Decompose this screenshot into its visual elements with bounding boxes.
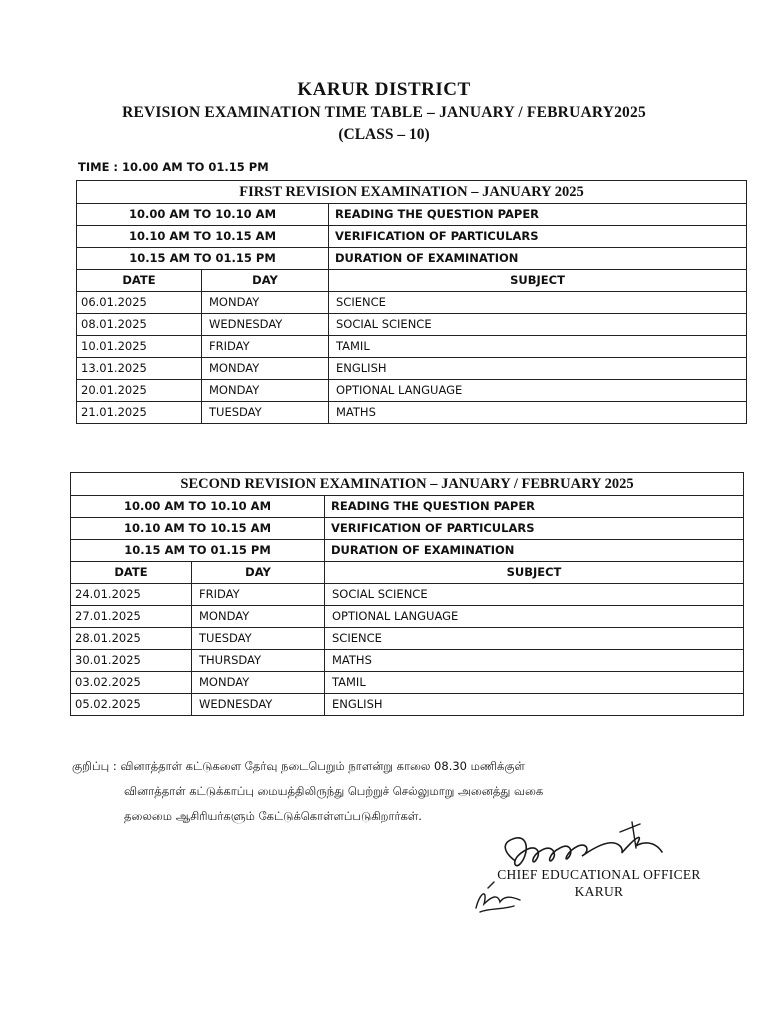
slot-description: VERIFICATION OF PARTICULARS [325, 518, 744, 540]
table-row [77, 402, 747, 424]
table-row [77, 380, 747, 402]
exam-date: 28.01.2025 [71, 628, 192, 650]
exam-subject: MATHS [329, 402, 747, 424]
district-title: KARUR DISTRICT [297, 79, 471, 100]
table-row [77, 314, 747, 336]
timetable-title: REVISION EXAMINATION TIME TABLE – JANUARY / FEBRUARY2025 [122, 104, 646, 121]
exam-subject: SOCIAL SCIENCE [329, 314, 747, 336]
exam-subject: ENGLISH [329, 358, 747, 380]
officer-place: KARUR [574, 884, 624, 899]
exam-date: 20.01.2025 [77, 380, 202, 402]
exam-subject: OPTIONAL LANGUAGE [325, 606, 744, 628]
slot-description: READING THE QUESTION PAPER [325, 496, 744, 518]
note-line: வினாத்தாள் கட்டுக்காப்பு மையத்திலிருந்து பெற்றுச் செல்லுமாறு அனைத்து வகை [124, 784, 544, 798]
exam-date: 13.01.2025 [77, 358, 202, 380]
subject-header: SUBJECT [325, 562, 744, 584]
slot-description: DURATION OF EXAMINATION [329, 248, 747, 270]
date-header: DATE [71, 562, 192, 584]
slot-time: 10.00 AM TO 10.10 AM [71, 496, 325, 518]
exam-date: 06.01.2025 [77, 292, 202, 314]
table-row [71, 694, 744, 716]
exam-day: MONDAY [192, 606, 325, 628]
slot-description: DURATION OF EXAMINATION [325, 540, 744, 562]
signatory-block [484, 866, 714, 900]
exam-day: MONDAY [202, 380, 329, 402]
table-row [77, 292, 747, 314]
table-row [71, 628, 744, 650]
exam-subject: TAMIL [325, 672, 744, 694]
day-header: DAY [202, 270, 329, 292]
second-revision-table [70, 472, 744, 716]
exam-time: TIME : 10.00 AM TO 01.15 PM [78, 160, 269, 174]
slot-time: 10.15 AM TO 01.15 PM [77, 248, 329, 270]
note-line: தலைமை ஆசிரியர்களும் கேட்டுக்கொள்ளப்படுகிறார்கள். [124, 809, 422, 823]
exam-subject: OPTIONAL LANGUAGE [329, 380, 747, 402]
exam-day: TUESDAY [202, 402, 329, 424]
exam-day: WEDNESDAY [202, 314, 329, 336]
document-header [0, 78, 768, 146]
table-row [71, 672, 744, 694]
class-label: (CLASS – 10) [338, 126, 430, 143]
date-header: DATE [77, 270, 202, 292]
exam-day: THURSDAY [192, 650, 325, 672]
officer-designation: CHIEF EDUCATIONAL OFFICER [497, 867, 701, 882]
first-revision-table [76, 180, 747, 424]
slot-description: READING THE QUESTION PAPER [329, 204, 747, 226]
subject-header: SUBJECT [329, 270, 747, 292]
table-row [71, 584, 744, 606]
exam-date: 27.01.2025 [71, 606, 192, 628]
exam-date: 10.01.2025 [77, 336, 202, 358]
exam-day: WEDNESDAY [192, 694, 325, 716]
exam-date: 05.02.2025 [71, 694, 192, 716]
slot-time: 10.00 AM TO 10.10 AM [77, 204, 329, 226]
exam-day: FRIDAY [192, 584, 325, 606]
exam-date: 03.02.2025 [71, 672, 192, 694]
slot-time: 10.15 AM TO 01.15 PM [71, 540, 325, 562]
exam-subject: TAMIL [329, 336, 747, 358]
exam-subject: SCIENCE [325, 628, 744, 650]
exam-subject: SCIENCE [329, 292, 747, 314]
exam-date: 08.01.2025 [77, 314, 202, 336]
exam-subject: SOCIAL SCIENCE [325, 584, 744, 606]
exam-day: TUESDAY [192, 628, 325, 650]
table-row [71, 606, 744, 628]
exam-day: MONDAY [202, 292, 329, 314]
exam-date: 21.01.2025 [77, 402, 202, 424]
slot-time: 10.10 AM TO 10.15 AM [71, 518, 325, 540]
table-row [71, 650, 744, 672]
table-row [77, 336, 747, 358]
exam-subject: MATHS [325, 650, 744, 672]
exam-day: MONDAY [202, 358, 329, 380]
table-row [77, 358, 747, 380]
table-title: SECOND REVISION EXAMINATION – JANUARY / FEBRUARY 2025 [71, 473, 744, 496]
exam-day: MONDAY [192, 672, 325, 694]
note-line: குறிப்பு : வினாத்தாள் கட்டுகளை தேர்வு நடைபெறும் நாளன்று காலை 08.30 மணிக்குள் [72, 759, 525, 773]
table-title: FIRST REVISION EXAMINATION – JANUARY 2025 [77, 181, 747, 204]
exam-date: 24.01.2025 [71, 584, 192, 606]
slot-time: 10.10 AM TO 10.15 AM [77, 226, 329, 248]
exam-subject: ENGLISH [325, 694, 744, 716]
exam-date: 30.01.2025 [71, 650, 192, 672]
slot-description: VERIFICATION OF PARTICULARS [329, 226, 747, 248]
day-header: DAY [192, 562, 325, 584]
exam-day: FRIDAY [202, 336, 329, 358]
